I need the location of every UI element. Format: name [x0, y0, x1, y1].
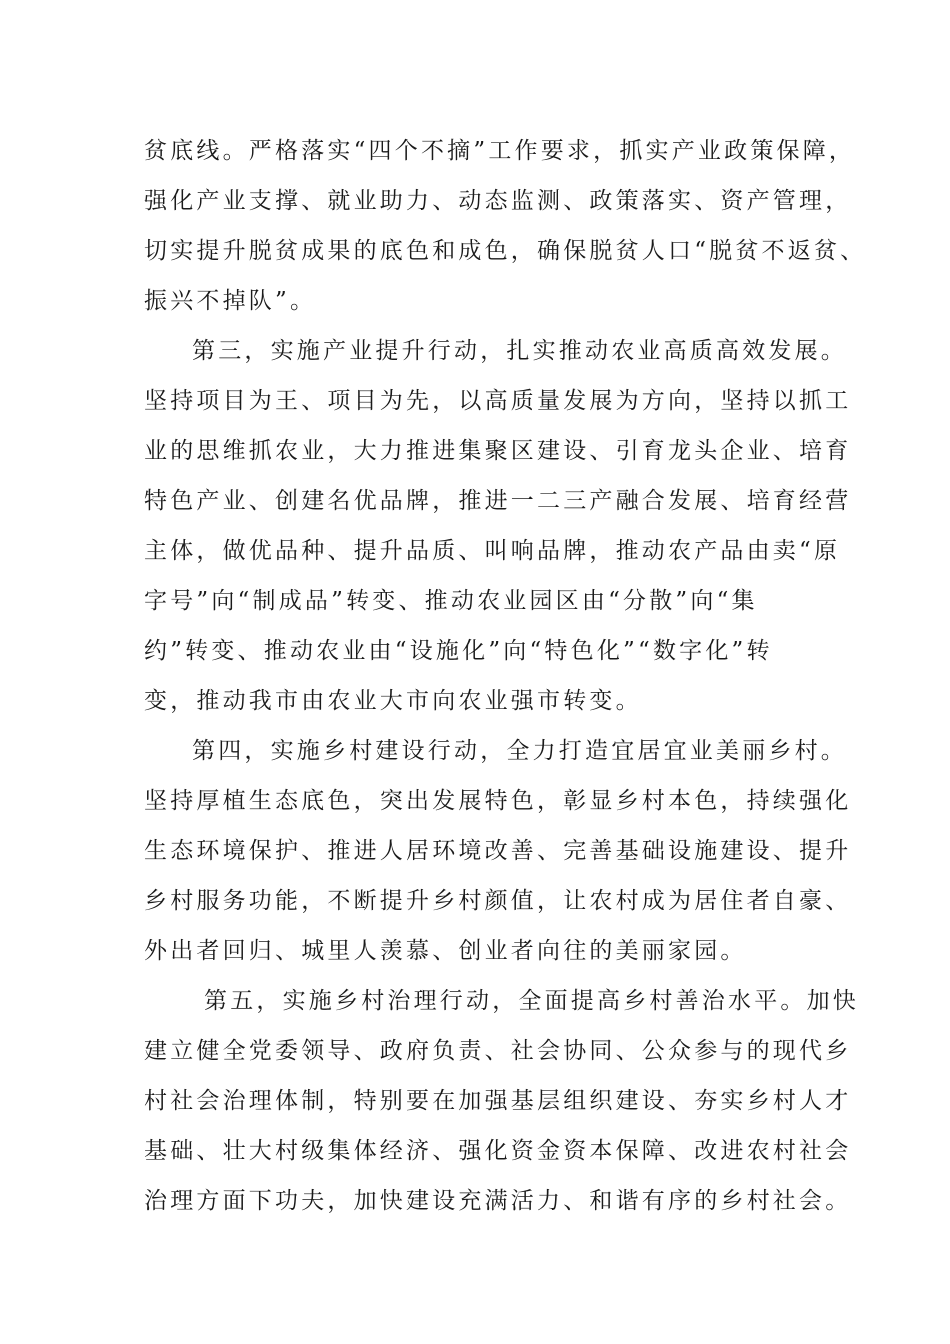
- text-line: 乡村服务功能，不断提升乡村颜值，让农村成为居住者自豪、: [144, 888, 852, 914]
- text-line: 主体，做优品种、提升品质、叫响品牌，推动农产品由卖“原: [144, 538, 841, 564]
- text-line: 强化产业支撑、就业助力、动态监测、政策落实、资产管理，: [144, 188, 852, 214]
- text-line: 特色产业、创建名优品牌，推进一二三产融合发展、培育经营: [144, 488, 852, 514]
- text-line: 振兴不掉队”。: [144, 288, 317, 314]
- text-line: 生态环境保护、推进人居环境改善、完善基础设施建设、提升: [144, 838, 852, 864]
- paragraph-heading-line: 第五，实施乡村治理行动，全面提高乡村善治水平。加快: [204, 988, 859, 1014]
- text-line: 基础、壮大村级集体经济、强化资金资本保障、改进农村社会: [144, 1138, 852, 1164]
- paragraph-heading-line: 第三，实施产业提升行动，扎实推动农业高质高效发展。: [192, 338, 847, 364]
- text-line: 约”转变、推动农业由“设施化”向“特色化”“数字化”转: [144, 638, 773, 664]
- text-line: 贫底线。严格落实“四个不摘”工作要求，抓实产业政策保障，: [144, 138, 856, 164]
- text-line: 字号”向“制成品”转变、推动农业园区由“分散”向“集: [144, 588, 758, 614]
- text-line: 建立健全党委领导、政府负责、社会协同、公众参与的现代乡: [144, 1038, 852, 1064]
- paragraph-heading-line: 第四，实施乡村建设行动，全力打造宜居宜业美丽乡村。: [192, 738, 847, 764]
- text-line: 变，推动我市由农业大市向农业强市转变。: [144, 688, 642, 714]
- text-line: 村社会治理体制，特别要在加强基层组织建设、夯实乡村人才: [144, 1088, 852, 1114]
- text-line: 坚持厚植生态底色，突出发展特色，彰显乡村本色，持续强化: [144, 788, 852, 814]
- text-line: 外出者回归、城里人羡慕、创业者向往的美丽家园。: [144, 938, 747, 964]
- text-line: 坚持项目为王、项目为先，以高质量发展为方向，坚持以抓工: [144, 388, 852, 414]
- text-line: 治理方面下功夫，加快建设充满活力、和谐有序的乡村社会。: [144, 1188, 852, 1214]
- text-line: 切实提升脱贫成果的底色和成色，确保脱贫人口“脱贫不返贫、: [144, 238, 867, 264]
- text-line: 业的思维抓农业，大力推进集聚区建设、引育龙头企业、培育: [144, 438, 852, 464]
